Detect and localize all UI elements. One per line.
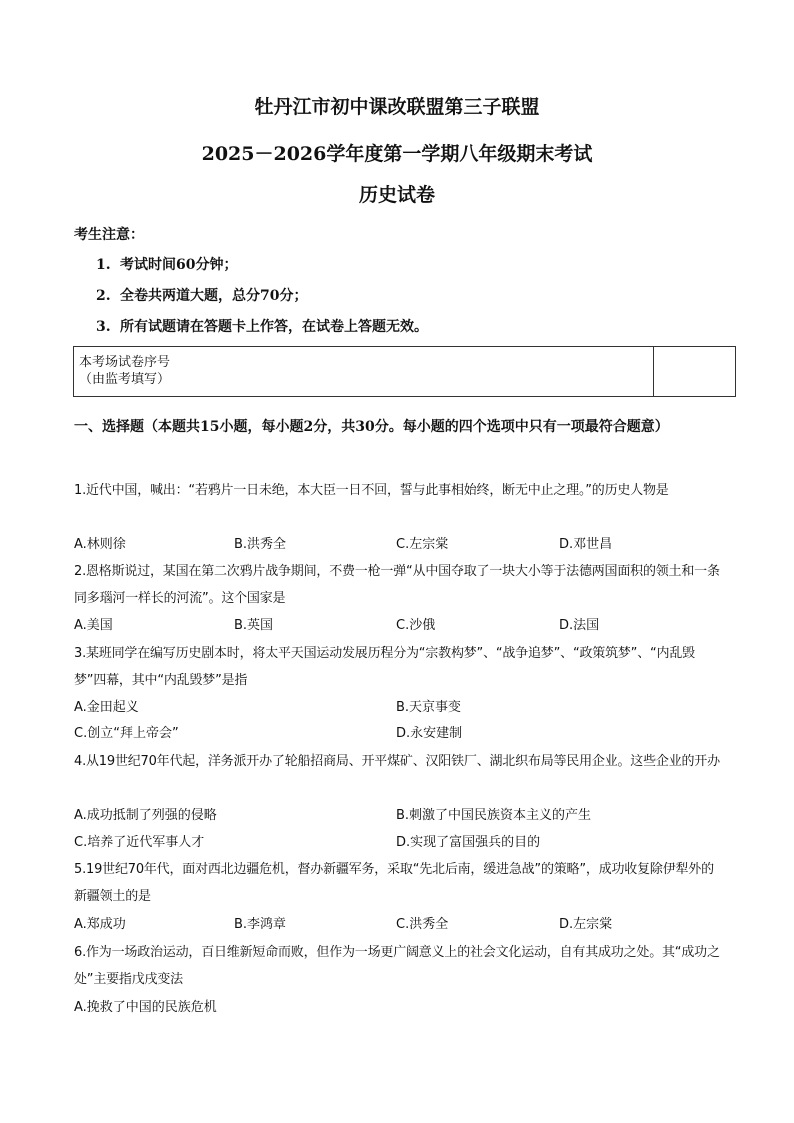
option-b: B.天京事变: [396, 700, 462, 715]
question-options: [74, 830, 724, 856]
question-options: [74, 995, 724, 1021]
notice-heading: 考生注意：: [74, 227, 144, 243]
question-options: [74, 613, 724, 639]
question-options: [74, 912, 724, 938]
question-stem: 4.从19世纪70年代起，洋务派开办了轮船招商局、开平煤矿、汉阳铁厂、湖北织布局等民用企业。这些企业的开办: [74, 754, 720, 769]
question-stem: 1.近代中国，喊出：“若鸦片一日未绝，本大臣一日不回，誓与此事相始终，断无中止之理。”的历史人物是: [74, 483, 669, 498]
option-b: B.洪秀全: [234, 537, 287, 552]
notice-item: [96, 254, 237, 274]
option-d: D.法国: [559, 618, 600, 633]
notice-item-text: 所有试题请在答题卡上作答，在试卷上答题无效。: [120, 319, 428, 335]
option-c: C.左宗棠: [396, 537, 449, 552]
question-stem: 6.作为一场政治运动，百日维新短命而败，但作为一场更广阔意义上的社会文化运动，自有其成功之处。其“成功之处”主要指戊戌变法: [74, 945, 720, 987]
notice-item-number: 3.: [96, 319, 111, 335]
notice-item: [96, 285, 307, 305]
option-d: D.永安建制: [396, 726, 463, 741]
sequence-label-cell: [74, 347, 654, 396]
option-c: C.沙俄: [396, 618, 436, 633]
notice-item-number: 2.: [96, 288, 111, 304]
sequence-label-note: （由监考填写）: [79, 372, 171, 387]
question-options: [74, 695, 724, 721]
option-c: C.培养了近代军事人才: [74, 835, 205, 850]
notice-item-text: 考试时间60分钟；: [120, 257, 238, 273]
subject-title: 历史试卷: [358, 184, 435, 206]
exam-title: 2025－2026学年度第一学期八年级期末考试: [201, 143, 593, 165]
option-d: D.邓世昌: [559, 537, 613, 552]
question-options: [74, 803, 724, 829]
notice-item-number: 1.: [96, 257, 111, 273]
option-a: A.郑成功: [74, 917, 126, 932]
option-d: D.实现了富国强兵的目的: [396, 835, 541, 850]
option-a: A.成功抵制了列强的侵略: [74, 808, 217, 823]
option-a: A.林则徐: [74, 537, 126, 552]
question-stem: 2.恩格斯说过，某国在第二次鸦片战争期间，不费一枪一弹“从中国夺取了一块大小等于法德两国面积的领土和一条同多瑙河一样长的河流”。这个国家是: [74, 564, 720, 606]
option-b: B.英国: [234, 618, 274, 633]
question-options: [74, 721, 724, 747]
option-a: A.美国: [74, 618, 113, 633]
option-a: A.挽救了中国的民族危机: [74, 1000, 217, 1015]
option-c: C.洪秀全: [396, 917, 449, 932]
notice-item-text: 全卷共两道大题，总分70分；: [120, 288, 308, 304]
option-b: B.刺激了中国民族资本主义的产生: [396, 808, 592, 823]
notice-item: [96, 316, 428, 336]
school-alliance-title: 牡丹江市初中课改联盟第三子联盟: [254, 96, 540, 118]
option-d: D.左宗棠: [559, 917, 613, 932]
sequence-label: 本考场试卷序号: [79, 355, 171, 370]
question-stem: 5.19世纪70年代，面对西北边疆危机，督办新疆军务，采取“先北后南，缓进急战”的策略”，成功收复除伊犁外的新疆领土的是: [74, 862, 714, 904]
option-c: C.创立“拜上帝会”: [74, 726, 179, 741]
option-b: B.李鸿章: [234, 917, 287, 932]
sequence-number-field[interactable]: [655, 347, 735, 396]
question-options: [74, 532, 724, 558]
section-heading: 一、选择题（本题共15小题，每小题2分，共30分。每小题的四个选项中只有一项最符合题意）: [74, 419, 669, 435]
exam-sequence-box: [73, 346, 736, 397]
option-a: A.金田起义: [74, 700, 139, 715]
question-stem: 3.某班同学在编写历史剧本时，将太平天国运动发展历程分为“宗教构梦”、“战争追梦”、“政策筑梦”、“内乱毁梦”四幕，其中“内乱毁梦”是指: [74, 646, 695, 688]
